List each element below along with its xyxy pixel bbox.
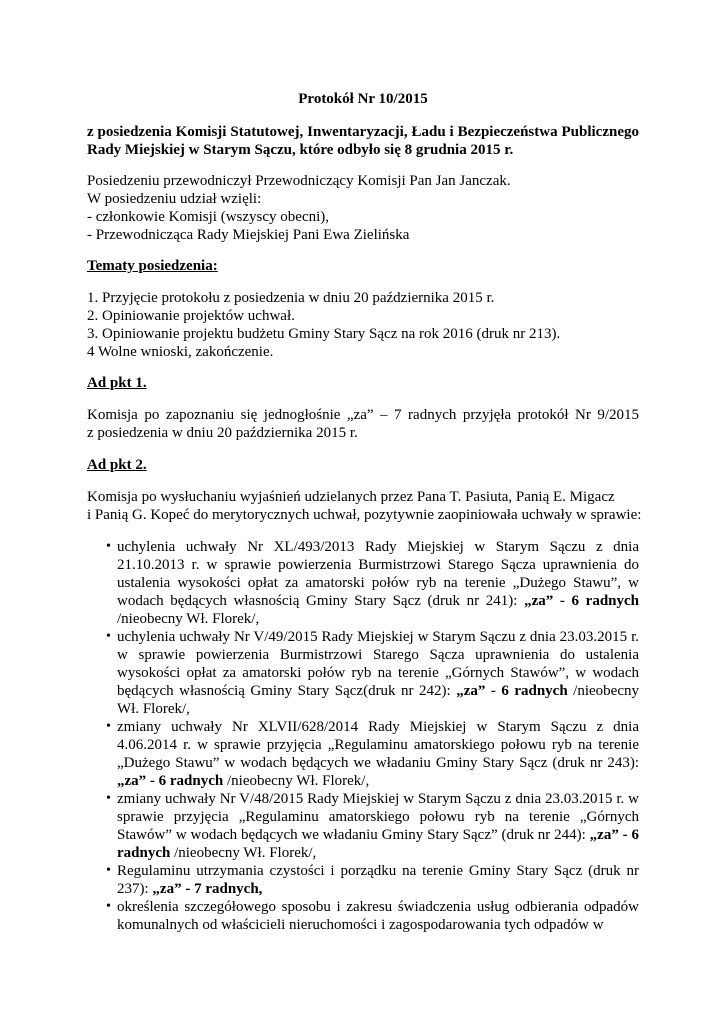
bullet-icon: • — [106, 539, 111, 554]
ad1-heading-text: Ad pkt 1. — [87, 375, 147, 391]
list-item-text: określenia szczegółowego sposobu i zakresu świadczenia usług odbierania odpadów komunalnych od właścicieli nieruchomości i zagospodarowania tych odpadów w — [117, 899, 639, 933]
list-item-text: Regulaminu utrzymania czystości i porządku na terenie Gminy Stary Sącz (druk nr 237): „za” - 7 radnych, — [117, 863, 639, 897]
title-text: Protokół Nr 10/2015 — [298, 91, 428, 107]
resolutions-list — [87, 538, 639, 934]
ad1-paragraph — [87, 406, 639, 442]
ad1-line: z posiedzenia w dniu 20 października 2015 r. — [87, 425, 358, 441]
bullet-icon: • — [106, 791, 111, 806]
topics-list — [87, 289, 639, 361]
intro-line: W posiedzeniu udział wzięli: — [87, 191, 262, 207]
ad2-line: i Panią G. Kopeć do merytorycznych uchwał, pozytywnie zaopiniowała uchwały w sprawie: — [87, 507, 642, 523]
list-item-text: uchylenia uchwały Nr V/49/2015 Rady Miejskiej w Starym Sączu z dnia 23.03.2015 r. w sprawie powierzenia Burmistrzowi Starego Sącza uprawnienia do ustalenia wysokości opłat za amatorski połów ryb na terenie „Górnych Stawów”, w wodach będących własnością Gminy Stary Sącz(druk nr 242): „za” - 6 radnych /nieobecny Wł. Florek/, — [117, 629, 639, 717]
list-item-text: zmiany uchwały Nr XLVII/628/2014 Rady Miejskiej w Starym Sączu z dnia 4.06.2014 r. w sprawie przyjęcia „Regulaminu amatorskiego połowu ryb na terenie „Dużego Stawu” w wodach będących we władaniu Gminy Stary Sącz (druk nr 243): „za” - 6 radnych /nieobecny Wł. Florek/, — [117, 719, 639, 789]
intro-paragraph — [87, 172, 639, 244]
bullet-icon: • — [106, 719, 111, 734]
topic-item: 3. Opiniowanie projektu budżetu Gminy Stary Sącz na rok 2016 (druk nr 213). — [87, 326, 561, 342]
bullet-icon: • — [106, 899, 111, 914]
bullet-icon: • — [106, 863, 111, 878]
ad2-line: Komisja po wysłuchaniu wyjaśnień udzielanych przez Pana T. Pasiuta, Panią E. Migacz — [87, 489, 615, 505]
list-item — [87, 718, 639, 790]
topics-heading — [87, 257, 639, 275]
intro-line: - Przewodnicząca Rady Miejskiej Pani Ewa Zielińska — [87, 227, 410, 243]
bullet-icon: • — [106, 629, 111, 644]
ad2-heading — [87, 456, 639, 474]
ad2-heading-text: Ad pkt 2. — [87, 457, 147, 473]
topic-item: 4 Wolne wnioski, zakończenie. — [87, 344, 274, 360]
list-item-text: zmiany uchwały Nr V/48/2015 Rady Miejskiej w Starym Sączu z dnia 23.03.2015 r. w sprawie przyjęcia „Regulaminu amatorskiego połowu ryb na terenie „Górnych Stawów” w wodach będących we władaniu Gminy Stary Sącz” (druk nr 244): „za” - 6 radnych /nieobecny Wł. Florek/, — [117, 791, 639, 861]
topics-heading-text: Tematy posiedzenia: — [87, 258, 218, 274]
vote-result: „za” - 6 radnych — [524, 593, 640, 609]
ad1-heading — [87, 374, 639, 392]
topic-item: 2. Opiniowanie projektów uchwał. — [87, 308, 295, 324]
list-item — [87, 538, 639, 628]
vote-result: „za” - 7 radnych, — [152, 881, 263, 897]
list-item — [87, 898, 639, 934]
ad1-line: Komisja po zapoznaniu się jednogłośnie „za” – 7 radnych przyjęła protokół Nr 9/2015 — [87, 407, 639, 423]
list-item — [87, 790, 639, 862]
vote-result: „za” - 6 radnych — [117, 773, 224, 789]
list-item — [87, 862, 639, 898]
document-title — [87, 90, 639, 108]
intro-line: - członkowie Komisji (wszyscy obecni), — [87, 209, 330, 225]
topic-item: 1. Przyjęcie protokołu z posiedzenia w dniu 20 października 2015 r. — [87, 290, 495, 306]
intro-line: Posiedzeniu przewodniczył Przewodniczący Komisji Pan Jan Janczak. — [87, 173, 511, 189]
vote-result: „za” - 6 radnych — [456, 683, 568, 699]
vote-result: „za” - 6 radnych — [117, 827, 639, 861]
list-item-text: uchylenia uchwały Nr XL/493/2013 Rady Miejskiej w Starym Sączu z dnia 21.10.2013 r. w sprawie powierzenia Burmistrzowi Starego Sącza uprawnienia do ustalenia wysokości opłat za amatorski połów ryb na terenie „Dużego Stawu”, w wodach będących własnością Gminy Stary Sącz (druk nr 241): „za” - 6 radnych /nieobecny Wł. Florek/, — [117, 539, 640, 627]
document-subtitle — [87, 123, 639, 159]
subtitle-line-1: z posiedzenia Komisji Statutowej, Inwentaryzacji, Ładu i Bezpieczeństwa Publicznego — [87, 124, 639, 140]
subtitle-line-2: Rady Miejskiej w Starym Sączu, które odbyło się 8 grudnia 2015 r. — [87, 142, 514, 158]
list-item — [87, 628, 639, 718]
ad2-paragraph — [87, 488, 642, 524]
